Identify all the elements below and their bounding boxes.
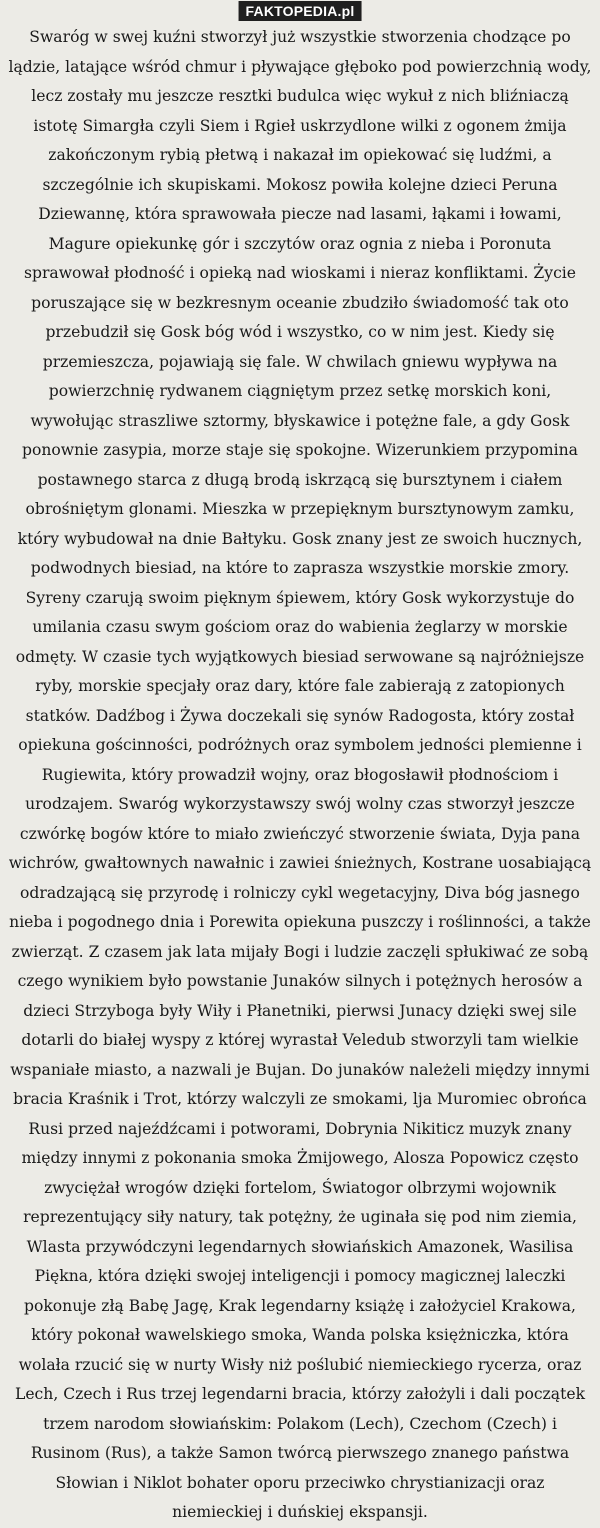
story-text: Swaróg w swej kuźni stworzył już wszystkie stworzenia chodzące po lądzie, latające wśród chmur i pływające głęboko pod powierzchnią wody, lecz zostały mu jeszcze resztki budulca więc wykuł z nich bliźniaczą istotę Simargła czyli Siem i Rgieł uskrzydlone wilki z ogonem żmija zakończonym rybią płetwą i nakazał im opiekować się ludźmi, a szczególnie ich skupiskami. Mokosz powiła kolejne dzieci Peruna Dziewannę, która sprawowała piecze nad lasami, łąkami i łowami, Magure opiekunkę gór i szczytów oraz ognia z nieba i Poronuta sprawował płodność i opieką nad wioskami i nieraz konfliktami. Życie poruszające się w bezkresnym oceanie zbudziło świadomość tak oto przebudził się Gosk bóg wód i wszystko, co w nim jest. Kiedy się przemieszcza, pojawiają się fale. W chwilach gniewu wypływa na powierzchnię rydwanem ciągniętym przez setkę morskich koni, wywołując straszliwe sztormy, błyskawice i potężne fale, a gdy Gosk ponownie zasypia, morze staje się spokojne. Wizerunkiem przypomina postawnego starca z długą brodą iskrzącą się bursztynem i ciałem obrośniętym glonami. Mieszka w przepięknym bursztynowym zamku, który wybudował na dnie Bałtyku. Gosk znany jest ze swoich hucznych, podwodnych biesiad, na które to zaprasza wszystkie morskie zmory. Syreny czarują swoim pięknym śpiewem, który Gosk wykorzystuje do umilania czasu swym gościom oraz do wabienia żeglarzy w morskie odmęty. W czasie tych wyjątkowych biesiad serwowane są najróżniejsze ryby, morskie specjały oraz dary, które fale zabierają z zatopionych statków. Dadźbog i Żywa doczekali się synów Radogosta, który został opiekuna gościnności, podróżnych oraz symbolem jedności plemienne i Rugiewita, który prowadził wojny, oraz błogosławił płodnościom i urodzajem. Swaróg wykorzystawszy swój wolny czas stworzył jeszcze czwórkę bogów które to miało zwieńczyć stworzenie świata, Dyja pana wichrów, gwałtownych nawałnic i zawiei śnieżnych, Kostrane uosabiającą odradzającą się przyrodę i rolniczy cykl wegetacyjny, Diva bóg jasnego nieba i pogodnego dnia i Porewita opiekuna puszczy i roślinności, a także zwierząt. Z czasem jak lata mijały Bogi i ludzie zaczęli spłukiwać ze sobą czego wynikiem było powstanie Junaków silnych i potężnych herosów a dzieci Strzyboga były Wiły i Płanetniki, pierwsi Junacy dzięki swej sile dotarli do białej wyspy z której wyrastał Veledub stworzyli tam wielkie wspaniałe miasto, a nazwali je Bujan. Do junaków należeli między innymi bracia Kraśnik i Trot, którzy walczyli ze smokami, lja Muromiec obrońca Rusi przed najeźdźcami i potworami, Dobrynia Nikiticz muzyk znany między innymi z pokonania smoka Żmijowego, Alosza Popowicz często zwyciężał wrogów dzięki fortelom, Światogor olbrzymi wojownik reprezentujący siły natury, tak potężny, że uginała się pod nim ziemia, Wlasta przywódczyni legendarnych słowiańskich Amazonek, Wasilisa Piękna, która dzięki swojej inteligencji i pomocy magicznej laleczki pokonuje złą Babę Jagę, Krak legendarny książę i założyciel Krakowa, który pokonał wawelskiego smoka, Wanda polska księżniczka, która wolała rzucić się w nurty Wisły niż poślubić niemieckiego rycerza, oraz Lech, Czech i Rus trzej legendarni bracia, którzy założyli i dali początek trzem narodom słowiańskim: Polakom (Lech), Czechom (Czech) i Rusinom (Rus), a także Samon twórcą pierwszego znanego państwa Słowian i Niklot bohater oporu przeciwko chrystianizacji oraz niemieckiej i duńskiej ekspansji. (8, 28, 592, 1521)
watermark-logo: FAKTOPEDIA.pl (239, 1, 362, 21)
